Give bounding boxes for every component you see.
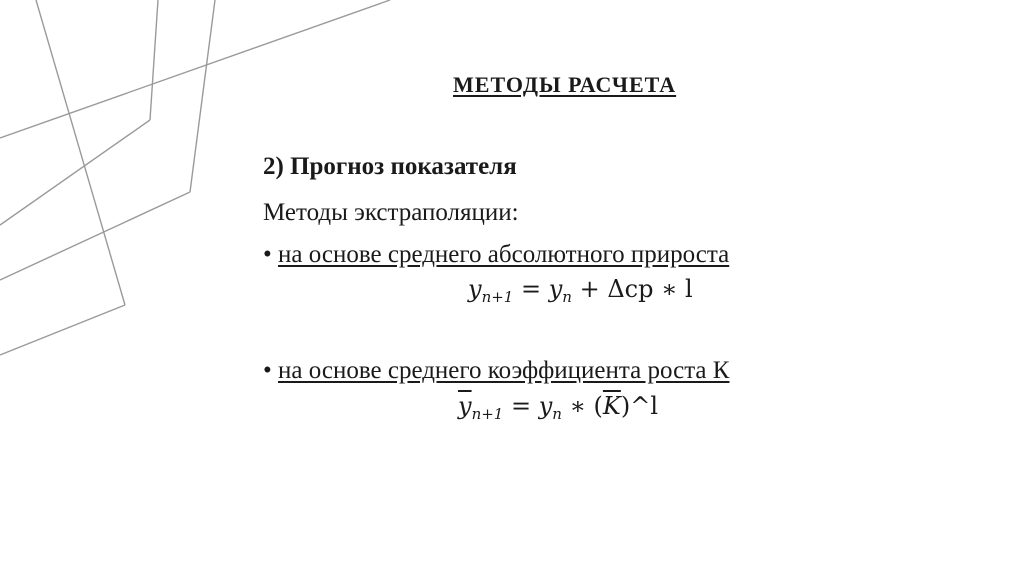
formula-2-lhs: $\overline{y}$ [458, 392, 472, 420]
slide-title: МЕТОДЫ РАСЧЕТА [453, 72, 677, 97]
subheading: Методы экстраполяции: [263, 199, 519, 226]
formula-2-eq: = [510, 392, 532, 420]
section-heading: 2) Прогноз показателя [263, 153, 517, 180]
deco-line [36, 0, 125, 305]
formula-1-y-sub: n [562, 288, 572, 306]
deco-line [0, 0, 390, 138]
deco-line [190, 0, 215, 192]
formula-2-y-sub: n [552, 405, 562, 423]
formula-2-k: $\overline{K}$ [602, 392, 621, 420]
formula-2-lhs-sub: n+1 [471, 405, 504, 423]
bullet-icon: • [263, 241, 272, 268]
formula-2 [458, 392, 658, 423]
deco-line [150, 0, 158, 120]
formula-1-lhs-sub: n+1 [481, 288, 514, 306]
bullet-item-1-label: на основе среднего абсолютного прироста [278, 241, 730, 268]
bullet-item-1 [263, 241, 729, 269]
bullet-icon: • [263, 357, 272, 384]
bullet-item-2-label: на основе среднего коэффициента роста К [278, 357, 730, 384]
formula-2-mult: ∗ ( [569, 392, 603, 420]
formula-1-rest: + Δср ∗ l [579, 275, 693, 303]
formula-1-lhs: y [468, 275, 482, 303]
formula-1 [468, 275, 693, 306]
formula-2-tail: )^l [620, 392, 659, 420]
formula-2-y: y [538, 392, 553, 420]
bullet-item-2 [263, 357, 729, 385]
deco-line [0, 305, 125, 355]
formula-1-eq: = [520, 275, 542, 303]
formula-1-y: y [548, 275, 563, 303]
